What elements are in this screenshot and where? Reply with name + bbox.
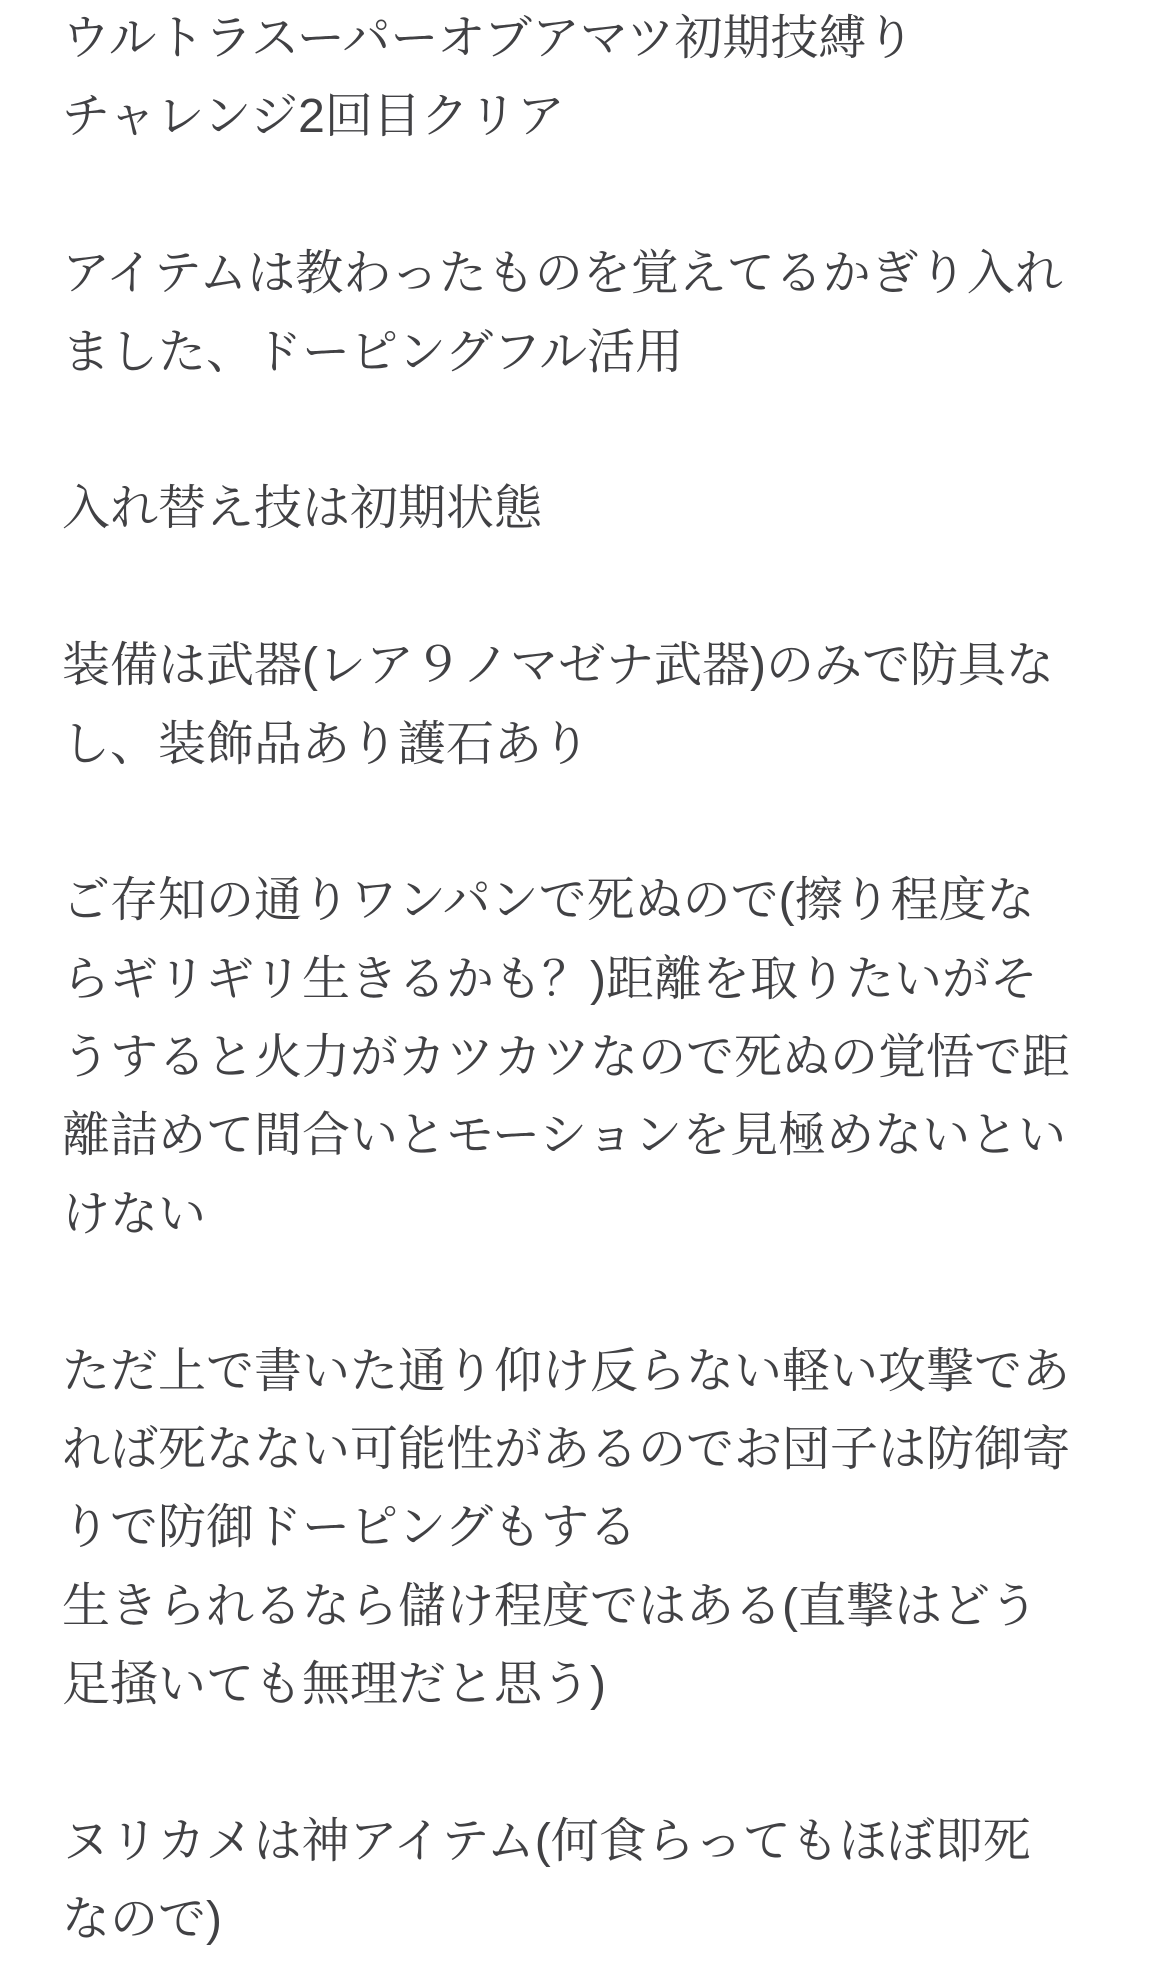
text-line: ただ上で書いた通り仰け反らない軽い攻撃であ — [62, 1344, 1071, 1398]
paragraph — [62, 235, 1120, 392]
paragraph — [62, 627, 1120, 784]
text-line: うすると火力がカツカツなので死ぬの覚悟で距 — [62, 1031, 1071, 1085]
text-line: ご存知の通りワンパンで死ぬので(擦り程度な — [62, 874, 1035, 928]
text-line: ウルトラスーパーオブアマツ初期技縛り — [62, 12, 915, 65]
text-line: アイテムは教わったものを覚えてるかぎり入れ — [62, 247, 1063, 301]
paragraph — [62, 470, 1120, 548]
text-line: らギリギリ生きるかも？)距離を取りたいがそ — [62, 952, 1038, 1006]
text-line: けない — [62, 1187, 207, 1241]
text-line: りで防御ドーピングもする — [62, 1501, 638, 1555]
text-line: し、装飾品あり護石あり — [62, 717, 591, 771]
paragraph — [62, 0, 1120, 157]
text-line: れば死なない可能性があるのでお団子は防御寄 — [62, 1423, 1071, 1477]
text-line: 装備は武器(レア９ノマゼナ武器)のみで防具な — [62, 639, 1054, 693]
text-line: 離詰めて間合いとモーションを見極めないとい — [62, 1109, 1067, 1163]
text-line: なので) — [62, 1893, 222, 1947]
text-line: 入れ替え技は初期状態 — [62, 482, 543, 536]
paragraph — [62, 862, 1120, 1254]
text-line: チャレンジ2回目クリア — [62, 90, 565, 144]
text-line: ました、ドーピングフル活用 — [62, 325, 684, 379]
text-line: 足掻いても無理だと思う) — [62, 1658, 606, 1712]
paragraph — [62, 1803, 1120, 1960]
text-line: ヌリカメは神アイテム(何食らってもほぼ即死 — [62, 1814, 1031, 1868]
text-line: 生きられるなら儲け程度ではある(直撃はどう — [62, 1579, 1038, 1633]
paragraph — [62, 1333, 1120, 1725]
